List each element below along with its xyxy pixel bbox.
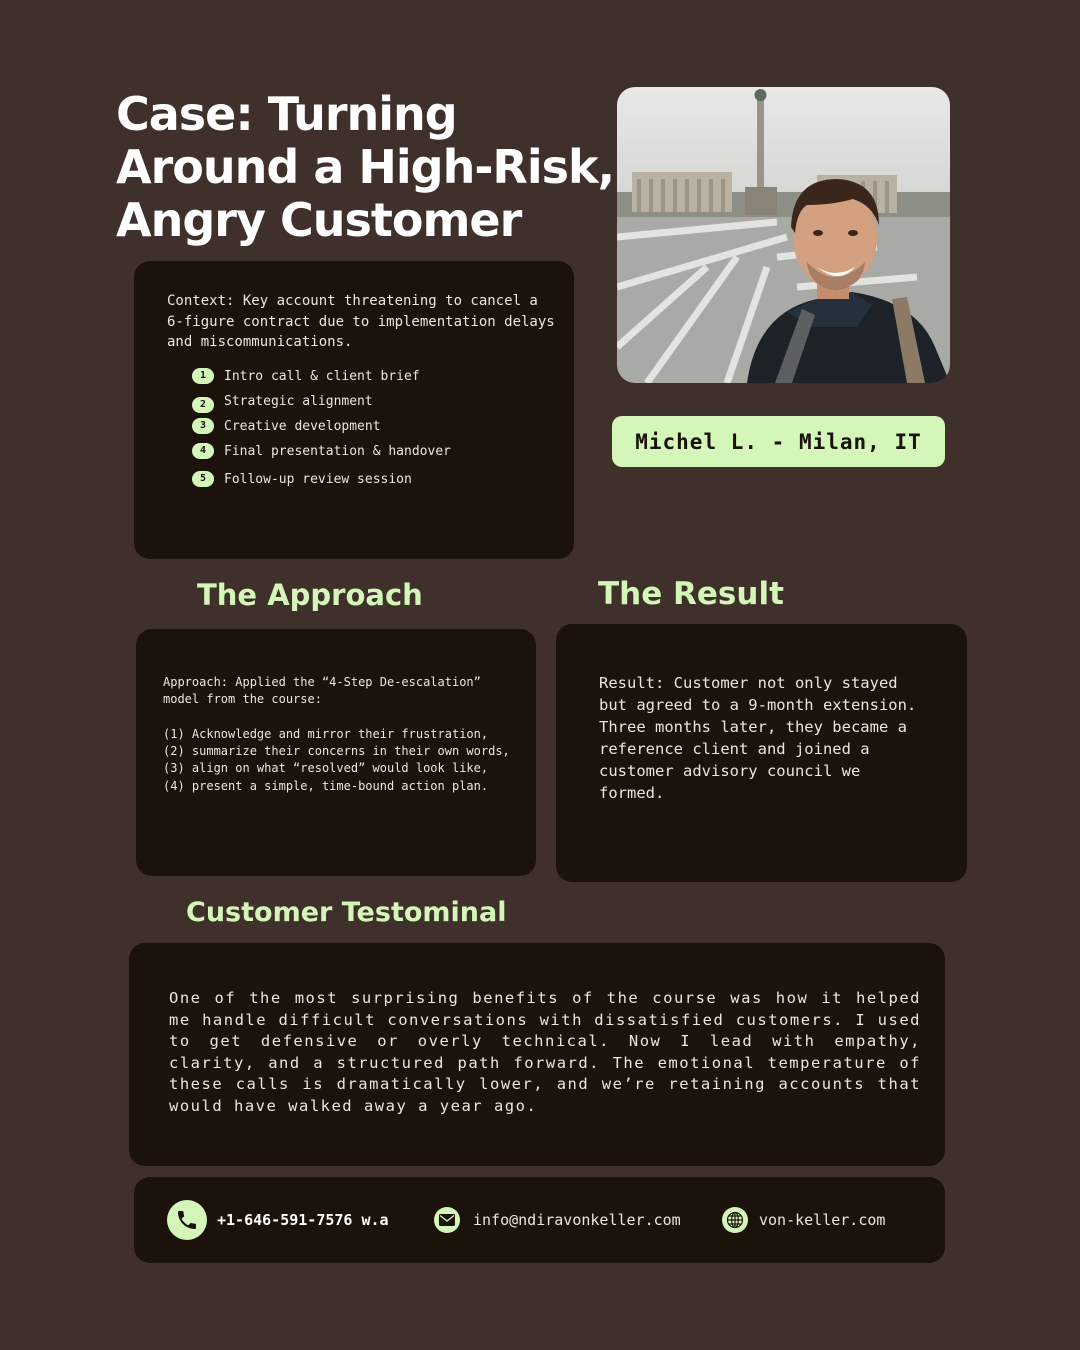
step-label: Final presentation & handover — [224, 443, 451, 459]
phone-contact[interactable] — [167, 1177, 389, 1263]
website-url: von-keller.com — [759, 1211, 886, 1229]
context-card — [134, 261, 574, 559]
website-contact[interactable] — [722, 1177, 885, 1263]
step-label: Intro call & client brief — [224, 368, 420, 384]
context-text: Context: Key account threatening to cancel a 6-figure contract due to implementation delays and miscommunications. — [167, 293, 555, 350]
approach-card — [136, 629, 536, 876]
step-number-badge: 5 — [192, 471, 214, 487]
step-item — [192, 471, 412, 487]
testimonial-card — [129, 943, 945, 1166]
mail-icon — [434, 1207, 460, 1233]
testimonial-heading: Customer Testominal — [186, 897, 507, 928]
approach-text: Approach: Applied the “4-Step De-escalation” model from the course: (1) Acknowledge and mirror their frustration, (2) summarize their concerns in their own words, (3) align on what “resolved” would look like, (4) present a simple, time-bound action plan. — [163, 675, 510, 793]
email-contact[interactable] — [434, 1177, 681, 1263]
title-line-2: Around a High-Risk, — [116, 140, 615, 194]
approach-heading: The Approach — [197, 578, 423, 612]
page-title — [116, 88, 616, 247]
result-heading: The Result — [598, 576, 784, 612]
step-label: Strategic alignment — [224, 394, 373, 409]
result-text: Result: Customer not only stayed but agreed to a 9-month extension. Three months later, they became a reference client and joined a customer advisory council we formed. — [599, 674, 917, 802]
testimonial-text: One of the most surprising benefits of the course was how it helped me handle difficult conversations with dissatisfied customers. I used to get defensive or overly technical. Now I lead with empathy, clarity, and a structured path forward. The emotional temperature of these calls is dramatically lower, and we’re retaining accounts that would have walked away a year ago. — [169, 989, 921, 1115]
step-label: Follow-up review session — [224, 471, 412, 487]
globe-icon — [722, 1207, 748, 1233]
step-item — [192, 390, 373, 413]
email-address: info@ndiravonkeller.com — [473, 1211, 681, 1229]
step-label: Creative development — [224, 418, 381, 434]
step-number-badge: 4 — [192, 443, 214, 459]
step-number-badge: 3 — [192, 418, 214, 434]
result-card — [556, 624, 967, 882]
phone-icon — [167, 1200, 207, 1240]
customer-photo — [617, 87, 950, 383]
contact-bar — [134, 1177, 945, 1263]
step-item — [192, 418, 381, 434]
step-number-badge: 1 — [192, 368, 214, 384]
step-item — [192, 368, 420, 384]
step-number-badge: 2 — [192, 397, 214, 413]
title-line-3: Angry Customer — [116, 193, 522, 247]
phone-number: +1-646-591-7576 w.a — [217, 1211, 389, 1229]
customer-name-badge: Michel L. - Milan, IT — [612, 416, 945, 467]
step-item — [192, 443, 451, 459]
title-line-1: Case: Turning — [116, 87, 457, 141]
